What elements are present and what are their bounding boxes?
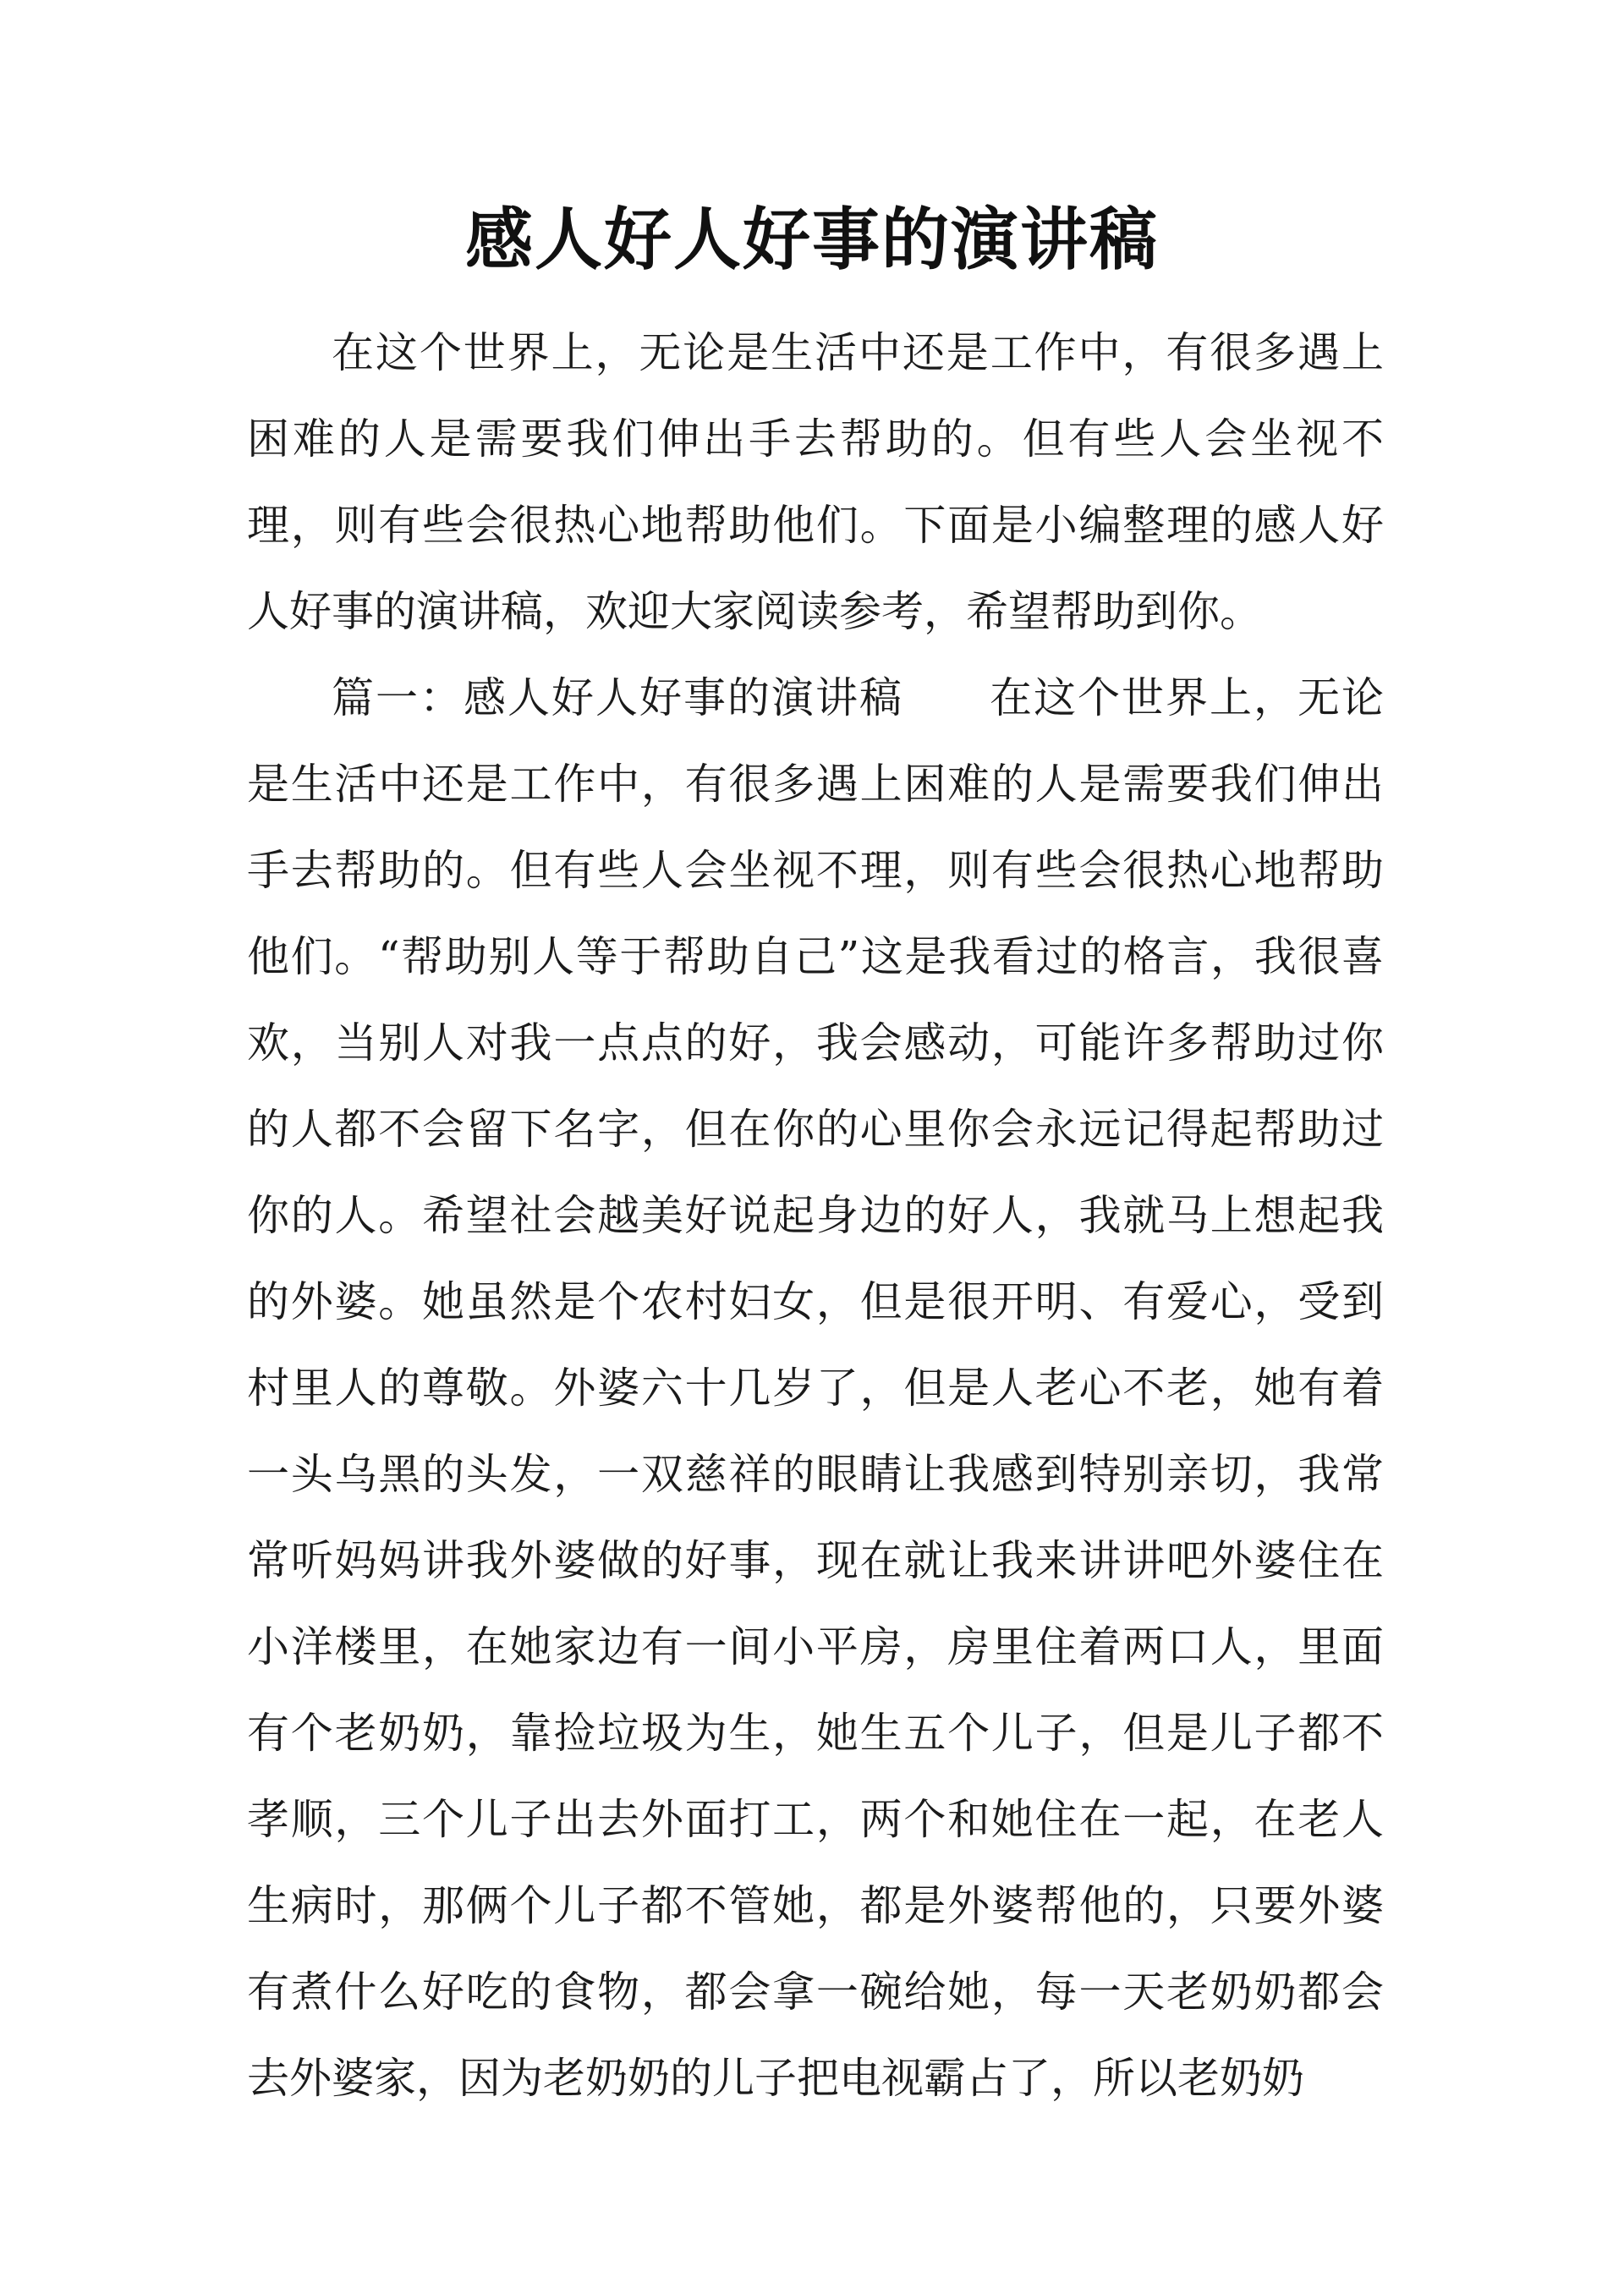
- section-heading: 篇一：感人好人好事的演讲稿: [332, 673, 903, 722]
- section-body: 在这个世界上，无论是生活中还是工作中，有很多遇上困难的人是需要我们伸出手去帮助的。但有些人会坐视不理，则有些会很热心地帮助他们。“帮助别人等于帮助自己”这是我看过的格言，我很喜欢，当别人对我一点点的好，我会感动，可能许多帮助过你的人都不会留下名字，但在你的心里你会永远记得起帮助过你的人。希望社会越美好说起身边的好人，我就马上想起我的外婆。她虽然是个农村妇女，但是很开明、有爱心，受到村里人的尊敬。外婆六十几岁了，但是人老心不老，她有着一头乌黑的头发，一双慈祥的眼睛让我感到特别亲切，我常常听妈妈讲我外婆做的好事，现在就让我来讲讲吧外婆住在小洋楼里，在她家边有一间小平房，房里住着两口人，里面有个老奶奶，靠捡垃圾为生，她生五个儿子，但是儿子都不孝顺，三个儿子出去外面打工，两个和她住在一起，在老人生病时，那俩个儿子都不管她，都是外婆帮他的，只要外婆有煮什么好吃的食物，都会拿一碗给她，每一天老奶奶都会去外婆家，因为老奶奶的儿子把电视霸占了，所以老奶奶: [247, 673, 1384, 2103]
- intro-paragraph: 在这个世界上，无论是生活中还是工作中，有很多遇上困难的人是需要我们伸出手去帮助的。但有些人会坐视不理，则有些会很热心地帮助他们。下面是小编整理的感人好人好事的演讲稿，欢迎大家阅读参考，希望帮助到你。: [247, 328, 1384, 636]
- section-paragraph: [247, 655, 1384, 2121]
- document-title: 感人好人好事的演讲稿: [465, 200, 1159, 279]
- document-body: [247, 310, 1384, 2121]
